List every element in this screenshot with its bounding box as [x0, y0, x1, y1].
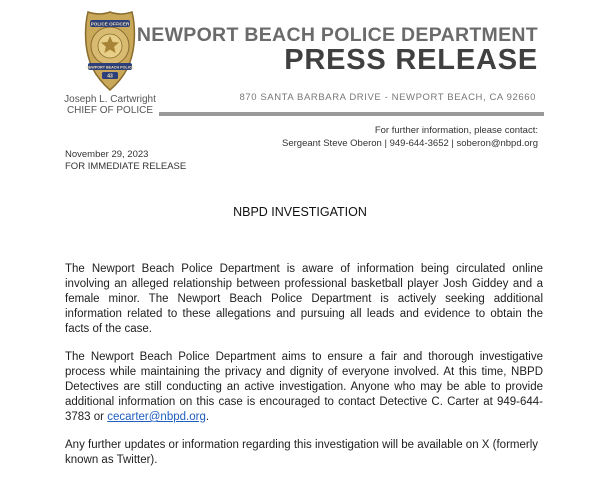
release-date: November 29, 2023: [65, 149, 149, 160]
contact-block: [282, 124, 538, 150]
department-name: NEWPORT BEACH POLICE DEPARTMENT: [136, 24, 538, 46]
contact-line: [282, 137, 538, 150]
police-badge-icon: [82, 10, 138, 92]
release-headline: NBPD INVESTIGATION: [233, 205, 367, 219]
chief-name: Joseph L. Cartwright: [64, 94, 156, 105]
body-paragraph-3: Any further updates or information regarding this investigation will be available on X (formerly known as Twitter).: [65, 439, 539, 466]
contact-phone: 949-644-3652: [389, 138, 449, 149]
body-paragraph-2-text: The Newport Beach Police Department aims to ensure a fair and thorough investigative process while maintaining the privacy and dignity of everyone involved. At this time, NBPD Detectives are still conducting an active investigation. Anyone who may be able to provide additional information on this case is encouraged to contact Detective C. Carter at 949-644-3783 or: [65, 351, 543, 423]
release-type: FOR IMMEDIATE RELEASE: [65, 161, 187, 172]
release-body: [65, 262, 543, 481]
badge-city-text: NEWPORT BEACH POLICE: [86, 65, 134, 70]
body-paragraph-2-end: .: [205, 411, 210, 423]
detective-email-link[interactable]: cecarter@nbpd.org: [107, 411, 206, 423]
document-type-title: PRESS RELEASE: [284, 44, 538, 76]
body-paragraph-1: The Newport Beach Police Department is aware of information being circulated online involving an alleged relationship between professional basketball player Josh Giddey and a female minor. The Newport Beach Police Department is actively seeking additional information related to these allegations and pursuing all leads and evidence to obtain the facts of the case.: [65, 263, 543, 335]
contact-intro: For further information, please contact:: [374, 125, 538, 136]
body-paragraph-2: [65, 350, 543, 425]
chief-title: CHIEF OF POLICE: [66, 105, 154, 116]
badge-top-text: POLICE OFFICER: [90, 21, 130, 27]
contact-separator: |: [384, 138, 387, 149]
header-divider: [159, 112, 544, 116]
contact-email: soberon@nbpd.org: [456, 138, 538, 149]
contact-separator: |: [451, 138, 454, 149]
department-address: 870 SANTA BARBARA DRIVE - NEWPORT BEACH, CA 92660: [239, 92, 536, 103]
dateline: [65, 149, 186, 173]
contact-name: Sergeant Steve Oberon: [282, 138, 382, 149]
badge-number: 43: [107, 73, 113, 80]
